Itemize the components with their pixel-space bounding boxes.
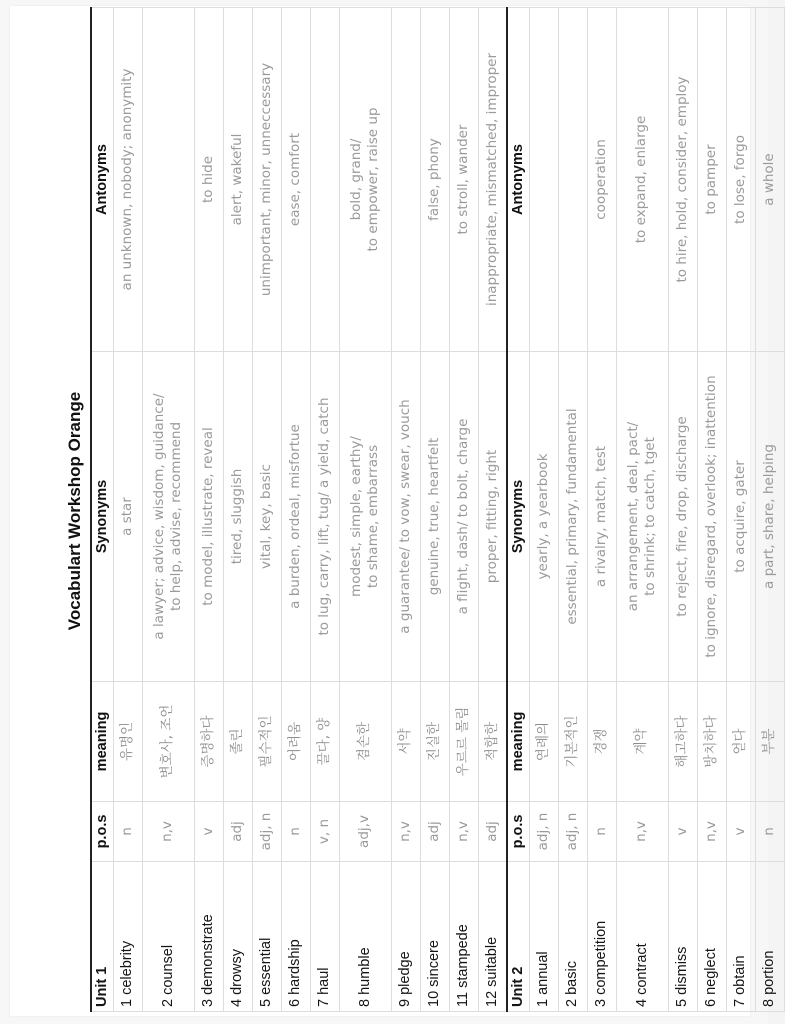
vocab-row (616, 8, 668, 1012)
unit-label: Unit 1 (91, 862, 113, 1012)
vocab-row (339, 8, 391, 1012)
part-of-speech: adj (478, 802, 507, 862)
vocab-row (252, 8, 281, 1012)
antonym-line: cooperation (592, 139, 609, 220)
synonyms-header: Synonyms (507, 352, 529, 682)
vocab-row (558, 8, 587, 1012)
part-of-speech: adj (420, 802, 449, 862)
synonyms-cell (223, 352, 252, 682)
vocab-word: 8 portion (755, 862, 784, 1012)
part-of-speech: n (755, 802, 784, 862)
part-of-speech: n,v (616, 802, 668, 862)
vocabulary-table-body (91, 8, 784, 1012)
part-of-speech: v (194, 802, 223, 862)
vocab-word: 9 pledge (391, 862, 420, 1012)
vocab-word: 3 demonstrate (194, 862, 223, 1012)
antonyms-cell (420, 8, 449, 352)
synonym-line: vital, key, basic (257, 464, 274, 569)
antonyms-cell (113, 8, 142, 352)
antonyms-cell (252, 8, 281, 352)
synonym-line: a part, share, helping (760, 444, 777, 589)
synonym-line: to shrink; to catch, tget (642, 437, 659, 596)
antonym-line: ease, comfort (286, 132, 303, 227)
vocab-row (391, 8, 420, 1012)
antonyms-cell (339, 8, 391, 352)
synonyms-cell (281, 352, 310, 682)
vocab-word: 4 drowsy (223, 862, 252, 1012)
part-of-speech: adj, n (252, 802, 281, 862)
vocab-word: 5 dismiss (668, 862, 697, 1012)
meaning-cell: 경쟁 (587, 682, 616, 802)
meaning-cell: 진실한 (420, 682, 449, 802)
synonym-line: a guarantee/ to vow, swear, vouch (396, 399, 413, 634)
part-of-speech: adj,v (339, 802, 391, 862)
antonyms-cell (587, 8, 616, 352)
part-of-speech: n,v (142, 802, 194, 862)
antonyms-cell (449, 8, 478, 352)
vocab-word: 5 essential (252, 862, 281, 1012)
meaning-cell: 어려움 (281, 682, 310, 802)
vocab-word: 7 obtain (726, 862, 755, 1012)
vocab-word: 12 suitable (478, 862, 507, 1012)
synonyms-cell (449, 352, 478, 682)
synonyms-cell (668, 352, 697, 682)
part-of-speech: n (587, 802, 616, 862)
meaning-header: meaning (507, 682, 529, 802)
meaning-cell: 졸린 (223, 682, 252, 802)
synonyms-header: Synonyms (91, 352, 113, 682)
antonyms-cell (697, 8, 726, 352)
synonyms-cell (529, 352, 558, 682)
antonym-line: to empower, raise up (365, 107, 382, 252)
page-title: Vocabulart Workshop Orange (65, 391, 84, 631)
part-of-speech: n,v (449, 802, 478, 862)
vocab-word: 1 annual (529, 862, 558, 1012)
antonym-line: to expand, enlarge (633, 115, 650, 244)
antonyms-cell (755, 8, 784, 352)
synonyms-cell (558, 352, 587, 682)
meaning-cell: 적합한 (478, 682, 507, 802)
synonym-line: to model, illustrate, reveal (199, 427, 216, 606)
antonym-line: an unknown, nobody; anonymity (118, 68, 135, 291)
antonyms-header: Antonyms (91, 8, 113, 352)
vocab-word: 2 counsel (142, 862, 194, 1012)
vocab-row (142, 8, 194, 1012)
antonyms-cell (558, 8, 587, 352)
vocab-row (223, 8, 252, 1012)
meaning-cell: 필수적인 (252, 682, 281, 802)
synonyms-cell (252, 352, 281, 682)
vocab-row (194, 8, 223, 1012)
part-of-speech: v, n (310, 802, 339, 862)
meaning-cell: 연례의 (529, 682, 558, 802)
pos-header: p.o.s (507, 802, 529, 862)
antonym-line: a whole (760, 153, 777, 206)
vocab-row (449, 8, 478, 1012)
part-of-speech: adj (223, 802, 252, 862)
unit-header-row (91, 8, 113, 1012)
antonyms-cell (281, 8, 310, 352)
antonyms-cell (726, 8, 755, 352)
meaning-cell: 얻다 (726, 682, 755, 802)
antonyms-cell (529, 8, 558, 352)
synonyms-cell (755, 352, 784, 682)
synonyms-cell (587, 352, 616, 682)
unit-header-row (507, 8, 529, 1012)
part-of-speech: n (281, 802, 310, 862)
synonym-line: to reject, fire, drop, discharge (673, 416, 690, 617)
synonyms-cell (194, 352, 223, 682)
meaning-cell: 겸손한 (339, 682, 391, 802)
meaning-cell: 유명인 (113, 682, 142, 802)
pos-header: p.o.s (91, 802, 113, 862)
antonym-line: inappropriate, mismatched, improper (483, 52, 500, 307)
synonym-line: to acquire, gater (731, 460, 748, 573)
meaning-header: meaning (91, 682, 113, 802)
meaning-cell: 끌다, 양 (310, 682, 339, 802)
synonym-line: to ignore, disregard, overlook; inattention (702, 375, 719, 658)
antonym-line: alert, wakeful (228, 133, 245, 226)
synonym-line: a rivalry, match, test (592, 445, 609, 588)
antonyms-cell (310, 8, 339, 352)
part-of-speech: adj, n (529, 802, 558, 862)
vocab-row (587, 8, 616, 1012)
vocabulary-table (90, 7, 785, 1012)
meaning-cell: 증명하다 (194, 682, 223, 802)
antonyms-header: Antonyms (507, 8, 529, 352)
part-of-speech: n,v (391, 802, 420, 862)
vocab-row (668, 8, 697, 1012)
meaning-cell: 계약 (616, 682, 668, 802)
antonyms-cell (142, 8, 194, 352)
meaning-cell: 우르르 몰림 (449, 682, 478, 802)
meaning-cell: 부분 (755, 682, 784, 802)
antonym-line: to hide (199, 155, 216, 204)
vocab-row (310, 8, 339, 1012)
synonym-line: to shame, embarrass (365, 444, 382, 589)
antonym-line: to stroll, wander (454, 124, 471, 235)
synonym-line: modest, simple, earthy/ (347, 436, 364, 597)
part-of-speech: n (113, 802, 142, 862)
vocab-word: 7 haul (310, 862, 339, 1012)
synonyms-cell (142, 352, 194, 682)
antonyms-cell (478, 8, 507, 352)
vocab-row (755, 8, 784, 1012)
synonyms-cell (113, 352, 142, 682)
vocab-word: 8 humble (339, 862, 391, 1012)
meaning-cell: 방치하다 (697, 682, 726, 802)
antonyms-cell (194, 8, 223, 352)
unit-label: Unit 2 (507, 862, 529, 1012)
page-surface (10, 6, 778, 1016)
part-of-speech: n,v (697, 802, 726, 862)
synonym-line: a flight, dash/ to bolt, charge (454, 418, 471, 615)
part-of-speech: adj, n (558, 802, 587, 862)
synonyms-cell (310, 352, 339, 682)
synonyms-cell (420, 352, 449, 682)
synonym-line: proper, fitting, right (483, 449, 500, 584)
part-of-speech: v (668, 802, 697, 862)
synonyms-cell (616, 352, 668, 682)
meaning-cell: 해고하다 (668, 682, 697, 802)
vocab-row (420, 8, 449, 1012)
vocab-row (726, 8, 755, 1012)
synonyms-cell (726, 352, 755, 682)
synonym-line: yearly, a yearbook (534, 453, 551, 580)
synonym-line: essential, primary, fundamental (563, 408, 580, 625)
meaning-cell: 서약 (391, 682, 420, 802)
antonyms-cell (391, 8, 420, 352)
antonyms-cell (616, 8, 668, 352)
vocab-word: 2 basic (558, 862, 587, 1012)
synonyms-cell (339, 352, 391, 682)
synonyms-cell (391, 352, 420, 682)
synonym-line: a burden, ordeal, misfortue (286, 424, 303, 609)
antonym-line: unimportant, minor, unneccessary (257, 62, 274, 297)
synonym-line: an arrangement, deal, pact/ (624, 421, 641, 612)
vocab-row (529, 8, 558, 1012)
vocab-word: 6 hardship (281, 862, 310, 1012)
vocab-word: 3 competition (587, 862, 616, 1012)
antonym-line: to lose, forgo (731, 135, 748, 224)
vocab-row (478, 8, 507, 1012)
vocab-row (697, 8, 726, 1012)
vocab-word: 4 contract (616, 862, 668, 1012)
vocab-row (281, 8, 310, 1012)
antonym-line: to hire, hold, consider, employ (673, 76, 690, 283)
part-of-speech: v (726, 802, 755, 862)
antonyms-cell (668, 8, 697, 352)
synonyms-cell (478, 352, 507, 682)
antonym-line: bold, grand/ (347, 138, 364, 221)
meaning-cell: 변호사, 조언 (142, 682, 194, 802)
synonym-line: to help, advise, recommend (168, 421, 185, 612)
synonym-line: a lawyer; advice, wisdom, guidance/ (150, 393, 167, 640)
vocab-word: 11 stampede (449, 862, 478, 1012)
meaning-cell: 기본적인 (558, 682, 587, 802)
antonym-line: false, phony (425, 138, 442, 221)
synonym-line: tired, sluggish (228, 468, 245, 565)
antonyms-cell (223, 8, 252, 352)
vocab-word: 1 celebrity (113, 862, 142, 1012)
vocab-row (113, 8, 142, 1012)
vocab-word: 6 neglect (697, 862, 726, 1012)
synonym-line: a star (118, 497, 135, 536)
synonyms-cell (697, 352, 726, 682)
synonym-line: genuine, true, heartfelt (425, 437, 442, 596)
synonym-line: to lug, carry, lift, tug/ a yield, catch (315, 397, 332, 636)
vocab-word: 10 sincere (420, 862, 449, 1012)
antonym-line: to pamper (702, 144, 719, 215)
